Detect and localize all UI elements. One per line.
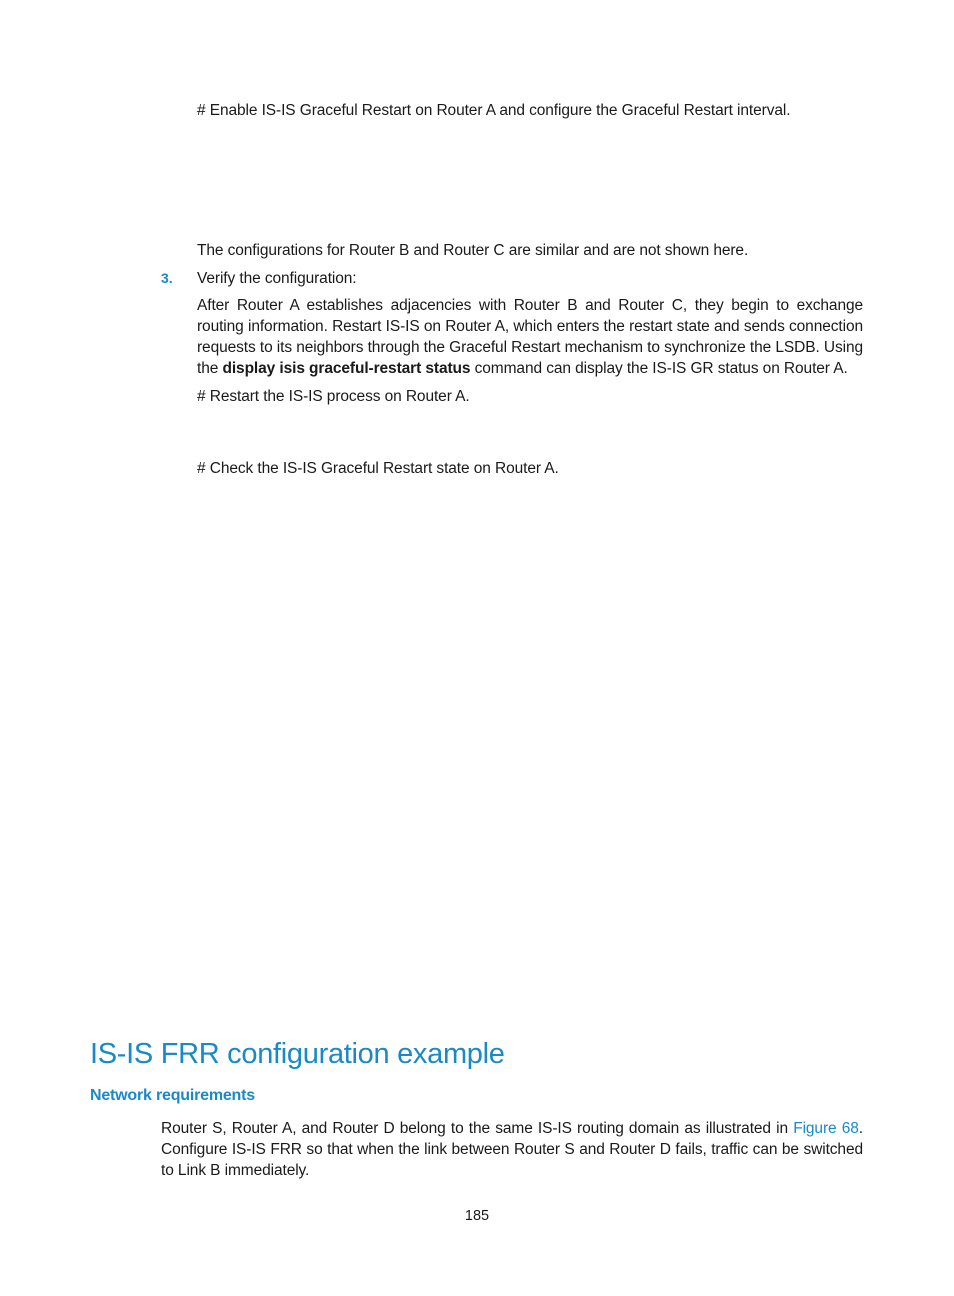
check-state-comment: # Check the IS-IS Graceful Restart state on Router A. [197,460,559,477]
page-number: 185 [464,1208,490,1224]
verify-paragraph-text-1: After Router A establishes adjacencies with Router B and Router C, they begin to exchange routing information. Restart IS-IS on Router A, which enters the restart state and sends connection requests to its neighbors through the Graceful Restart mechanism to synchronize the LSDB. Using the [197,297,863,377]
section-title: IS-IS FRR configuration example [90,1038,505,1070]
similar-config-note: The configurations for Router B and Router C are similar and are not shown here. [197,242,749,259]
step-number-3: 3. [161,270,173,286]
enable-gr-comment: # Enable IS-IS Graceful Restart on Router A and configure the Graceful Restart interval. [197,102,791,119]
network-requirements-paragraph [161,1118,863,1181]
requirements-text-2: . Configure IS-IS FRR so that when the link between Router S and Router D fails, traffic can be switched to Link B immediately. [161,1120,863,1179]
verify-command: display isis graceful-restart status [222,360,471,377]
verify-paragraph-text-2: command can display the IS-IS GR status on Router A. [474,360,848,377]
subsection-title: Network requirements [90,1087,255,1104]
requirements-text-1: Router S, Router A, and Router D belong to the same IS-IS routing domain as illustrated in [161,1120,789,1137]
figure-link[interactable]: Figure 68 [793,1120,859,1137]
step-3-label: Verify the configuration: [197,270,357,287]
verify-paragraph [197,295,863,379]
restart-comment: # Restart the IS-IS process on Router A. [197,388,470,405]
